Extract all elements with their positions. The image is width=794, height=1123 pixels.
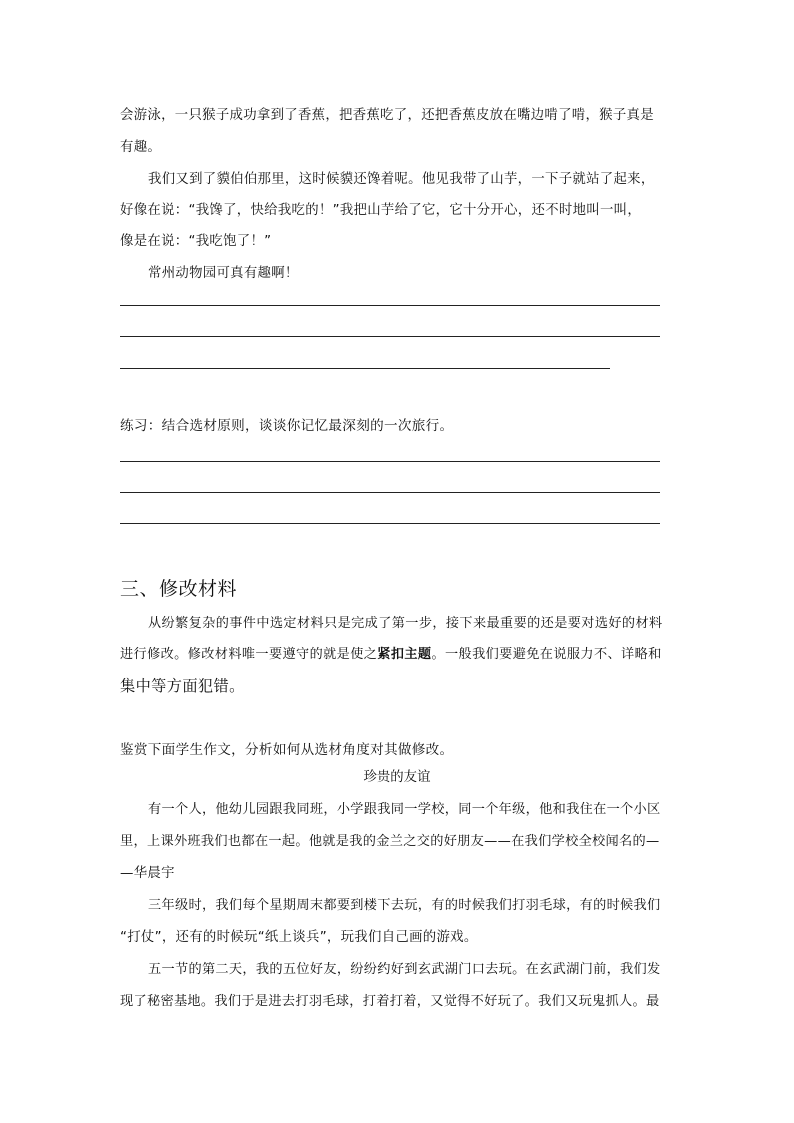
essay-p3-line1: 五一节的第二天，我的五位好友，纷纷约好到玄武湖门口去玩。在玄武湖门前，我们发 <box>148 962 661 977</box>
essay-title: 珍贵的友谊 <box>363 770 431 785</box>
section-paragraph-line2 <box>120 643 662 662</box>
story-p3-line1: 常州动物园可真有趣啊！ <box>148 266 299 281</box>
section-paragraph-line1: 从纷繁复杂的事件中选定材料只是完成了第一步，接下来最重要的还是要对选好的材料 <box>148 616 663 631</box>
story-p2-line3: 像是在说：“我吃饱了！” <box>120 234 272 249</box>
section-text: 进行修改。修改材料唯一要遵守的就是使之 <box>120 647 378 662</box>
story-p1-line2: 有趣。 <box>120 140 162 155</box>
answer-line[interactable] <box>120 368 610 369</box>
section-heading: 三、修改材料 <box>120 578 238 600</box>
story-p2-line1: 我们又到了貘伯伯那里，这时候貘还馋着呢。他见我带了山芋，一下子就站了起来， <box>148 172 655 187</box>
essay-p2-line1: 三年级时，我们每个星期周末都要到楼下去玩，有的时候我们打羽毛球，有的时候我们 <box>148 898 661 913</box>
essay-p1-line2: 里，上课外班我们也都在一起。他就是我的金兰之交的好朋友——在我们学校全校闻名的— <box>120 834 660 849</box>
exercise-prompt: 练习：结合选材原则，谈谈你记忆最深刻的一次旅行。 <box>120 418 454 434</box>
answer-line[interactable] <box>120 305 660 306</box>
answer-line[interactable] <box>120 492 660 493</box>
story-p2-line2: 好像在说：“我馋了，快给我吃的！”我把山芋给了它，它十分开心，还不时地叫一叫， <box>120 203 642 218</box>
appreciation-prompt: 鉴赏下面学生作文，分析如何从选材角度对其做修改。 <box>120 742 454 758</box>
story-p1-line1: 会游泳，一只猴子成功拿到了香蕉，把香蕉吃了，还把香蕉皮放在嘴边啃了啃，猴子真是 <box>120 108 654 123</box>
essay-p2-line2: “打仗”，还有的时候玩“纸上谈兵”，玩我们自己画的游戏。 <box>120 930 478 945</box>
essay-p1-line1: 有一个人，他幼儿园跟我同班，小学跟我同一学校，同一个年级，他和我住在一个小区 <box>148 802 661 817</box>
answer-line[interactable] <box>120 461 660 462</box>
answer-line[interactable] <box>120 336 660 337</box>
answer-line[interactable] <box>120 523 660 524</box>
essay-p1-line3: —华晨宇 <box>120 866 175 881</box>
emphasis-text: 紧扣主题 <box>377 647 432 662</box>
section-text: 。一般我们要避免在说服力不、详略和 <box>431 647 662 662</box>
essay-p3-line2: 现了秘密基地。我们于是进去打羽毛球，打着打着，又觉得不好玩了。我们又玩鬼抓人。最 <box>120 994 660 1009</box>
section-paragraph-line3: 集中等方面犯错。 <box>120 677 245 695</box>
